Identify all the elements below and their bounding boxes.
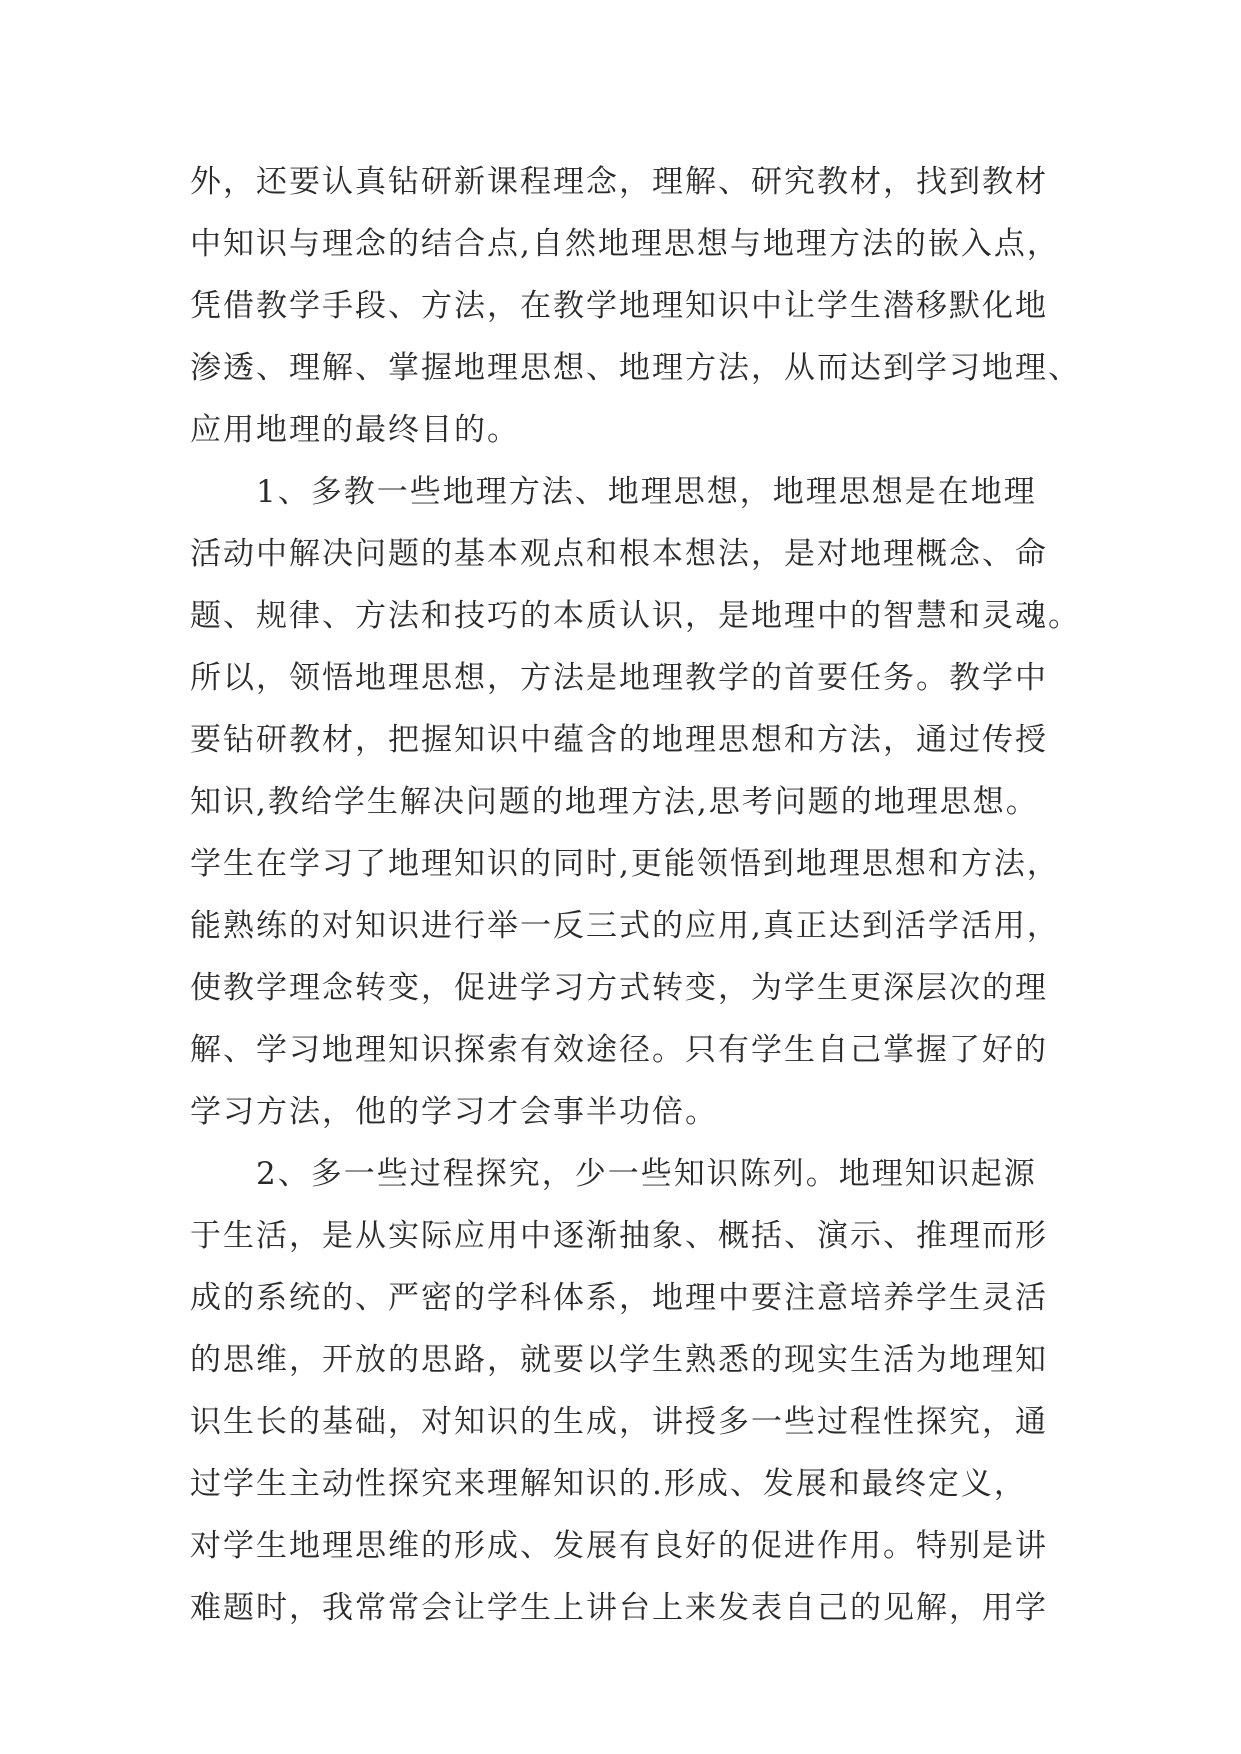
body-text (190, 162, 1090, 1650)
text-line: 要钻研教材，把握知识中蕴含的地理思想和方法，通过传授 (190, 722, 1048, 758)
text-line: 外，还要认真钻研新课程理念，理解、研究教材，找到教材 (190, 164, 1048, 200)
text-line: 使教学理念转变，促进学习方式转变，为学生更深层次的理 (190, 970, 1048, 1006)
text-line: 的思维，开放的思路，就要以学生熟悉的现实生活为地理知 (190, 1342, 1048, 1378)
text-line: 渗透、理解、掌握地理思想、地理方法，从而达到学习地理、 (190, 350, 1081, 386)
text-line: 解、学习地理知识探索有效途径。只有学生自己掌握了好的 (190, 1032, 1048, 1068)
text-line: 识生长的基础，对知识的生成，讲授多一些过程性探究，通 (190, 1404, 1048, 1440)
text-line: 知识,教给学生解决问题的地理方法,思考问题的地理思想。 (190, 784, 1039, 820)
text-line: 题、规律、方法和技巧的本质认识，是地理中的智慧和灵魂。 (190, 598, 1081, 634)
paragraph (190, 1154, 1090, 1629)
text-line: 凭借教学手段、方法，在教学地理知识中让学生潜移默化地 (190, 288, 1048, 324)
text-line: 于生活，是从实际应用中逐渐抽象、概括、演示、推理而形 (190, 1218, 1048, 1254)
text-line: 中知识与理念的结合点,自然地理思想与地理方法的嵌入点， (190, 226, 1060, 262)
paragraph (190, 472, 1090, 1133)
text-line: 应用地理的最终目的。 (190, 412, 520, 448)
text-line: 1、多教一些地理方法、地理思想，地理思想是在地理 (256, 474, 1037, 510)
text-line: 难题时，我常常会让学生上讲台上来发表自己的见解，用学 (190, 1590, 1048, 1626)
text-line: 成的系统的、严密的学科体系，地理中要注意培养学生灵活 (190, 1280, 1048, 1316)
text-line: 2、多一些过程探究，少一些知识陈列。地理知识起源 (256, 1156, 1037, 1192)
paragraph (190, 162, 1090, 451)
text-line: 过学生主动性探究来理解知识的.形成、发展和最终定义， (190, 1466, 1027, 1502)
text-line: 能熟练的对知识进行举一反三式的应用,真正达到活学活用， (190, 908, 1060, 944)
text-line: 所以，领悟地理思想，方法是地理教学的首要任务。教学中 (190, 660, 1048, 696)
text-line: 学习方法，他的学习才会事半功倍。 (190, 1094, 718, 1130)
text-line: 对学生地理思维的形成、发展有良好的促进作用。特别是讲 (190, 1528, 1048, 1564)
text-line: 活动中解决问题的基本观点和根本想法，是对地理概念、命 (190, 536, 1048, 572)
text-line: 学生在学习了地理知识的同时,更能领悟到地理思想和方法， (190, 846, 1060, 882)
